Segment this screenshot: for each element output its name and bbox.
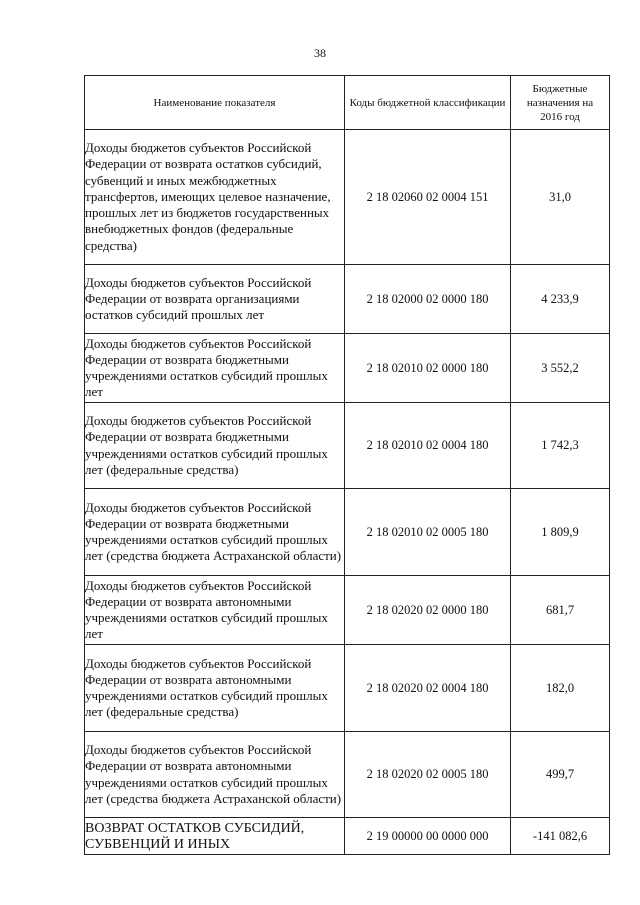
row-name: Доходы бюджетов субъектов Российской Федерации от возврата автономными учреждениями остатков субсидий прошлых лет (средства бюджета Астраханской области)	[85, 732, 345, 818]
row-name: ВОЗВРАТ ОСТАТКОВ СУБСИДИЙ, СУБВЕНЦИЙ И ИНЫХ	[85, 818, 345, 855]
row-value: 1 742,3	[511, 403, 610, 489]
row-value: 681,7	[511, 576, 610, 645]
row-value: 31,0	[511, 130, 610, 265]
row-code: 2 18 02020 02 0005 180	[345, 732, 511, 818]
header-code: Коды бюджетной классификации	[345, 76, 511, 130]
row-code: 2 18 02000 02 0000 180	[345, 265, 511, 334]
table-row	[85, 732, 610, 818]
table-row	[85, 403, 610, 489]
row-value: 182,0	[511, 645, 610, 732]
row-code: 2 18 02020 02 0004 180	[345, 645, 511, 732]
table-header-row	[85, 76, 610, 130]
row-name: Доходы бюджетов субъектов Российской Федерации от возврата автономными учреждениями остатков субсидий прошлых лет (федеральные средства)	[85, 645, 345, 732]
table-row	[85, 489, 610, 576]
row-code: 2 18 02020 02 0000 180	[345, 576, 511, 645]
row-value: 1 809,9	[511, 489, 610, 576]
row-name: Доходы бюджетов субъектов Российской Федерации от возврата бюджетными учреждениями остатков субсидий прошлых лет (федеральные средства)	[85, 403, 345, 489]
budget-table	[84, 75, 610, 855]
header-value: Бюджетные назначения на 2016 год	[511, 76, 610, 130]
row-code: 2 18 02010 02 0004 180	[345, 403, 511, 489]
table-row	[85, 576, 610, 645]
row-name: Доходы бюджетов субъектов Российской Федерации от возврата бюджетными учреждениями остатков субсидий прошлых лет	[85, 334, 345, 403]
row-code: 2 19 00000 00 0000 000	[345, 818, 511, 855]
table-row	[85, 818, 610, 855]
row-name: Доходы бюджетов субъектов Российской Федерации от возврата остатков субсидий, субвенций и иных межбюджетных трансфертов, имеющих целевое назначение, прошлых лет из бюджетов государственных внебюджетных фондов (федеральные средства)	[85, 130, 345, 265]
header-name: Наименование показателя	[85, 76, 345, 130]
row-name: Доходы бюджетов субъектов Российской Федерации от возврата автономными учреждениями остатков субсидий прошлых лет	[85, 576, 345, 645]
table-row	[85, 130, 610, 265]
page-number: 38	[314, 46, 326, 60]
table-row	[85, 265, 610, 334]
row-value: -141 082,6	[511, 818, 610, 855]
row-value: 3 552,2	[511, 334, 610, 403]
row-value: 4 233,9	[511, 265, 610, 334]
row-value: 499,7	[511, 732, 610, 818]
row-name: Доходы бюджетов субъектов Российской Федерации от возврата организациями остатков субсидий прошлых лет	[85, 265, 345, 334]
table-row	[85, 645, 610, 732]
row-name: Доходы бюджетов субъектов Российской Федерации от возврата бюджетными учреждениями остатков субсидий прошлых лет (средства бюджета Астраханской области)	[85, 489, 345, 576]
row-code: 2 18 02060 02 0004 151	[345, 130, 511, 265]
table-row	[85, 334, 610, 403]
row-code: 2 18 02010 02 0005 180	[345, 489, 511, 576]
row-code: 2 18 02010 02 0000 180	[345, 334, 511, 403]
